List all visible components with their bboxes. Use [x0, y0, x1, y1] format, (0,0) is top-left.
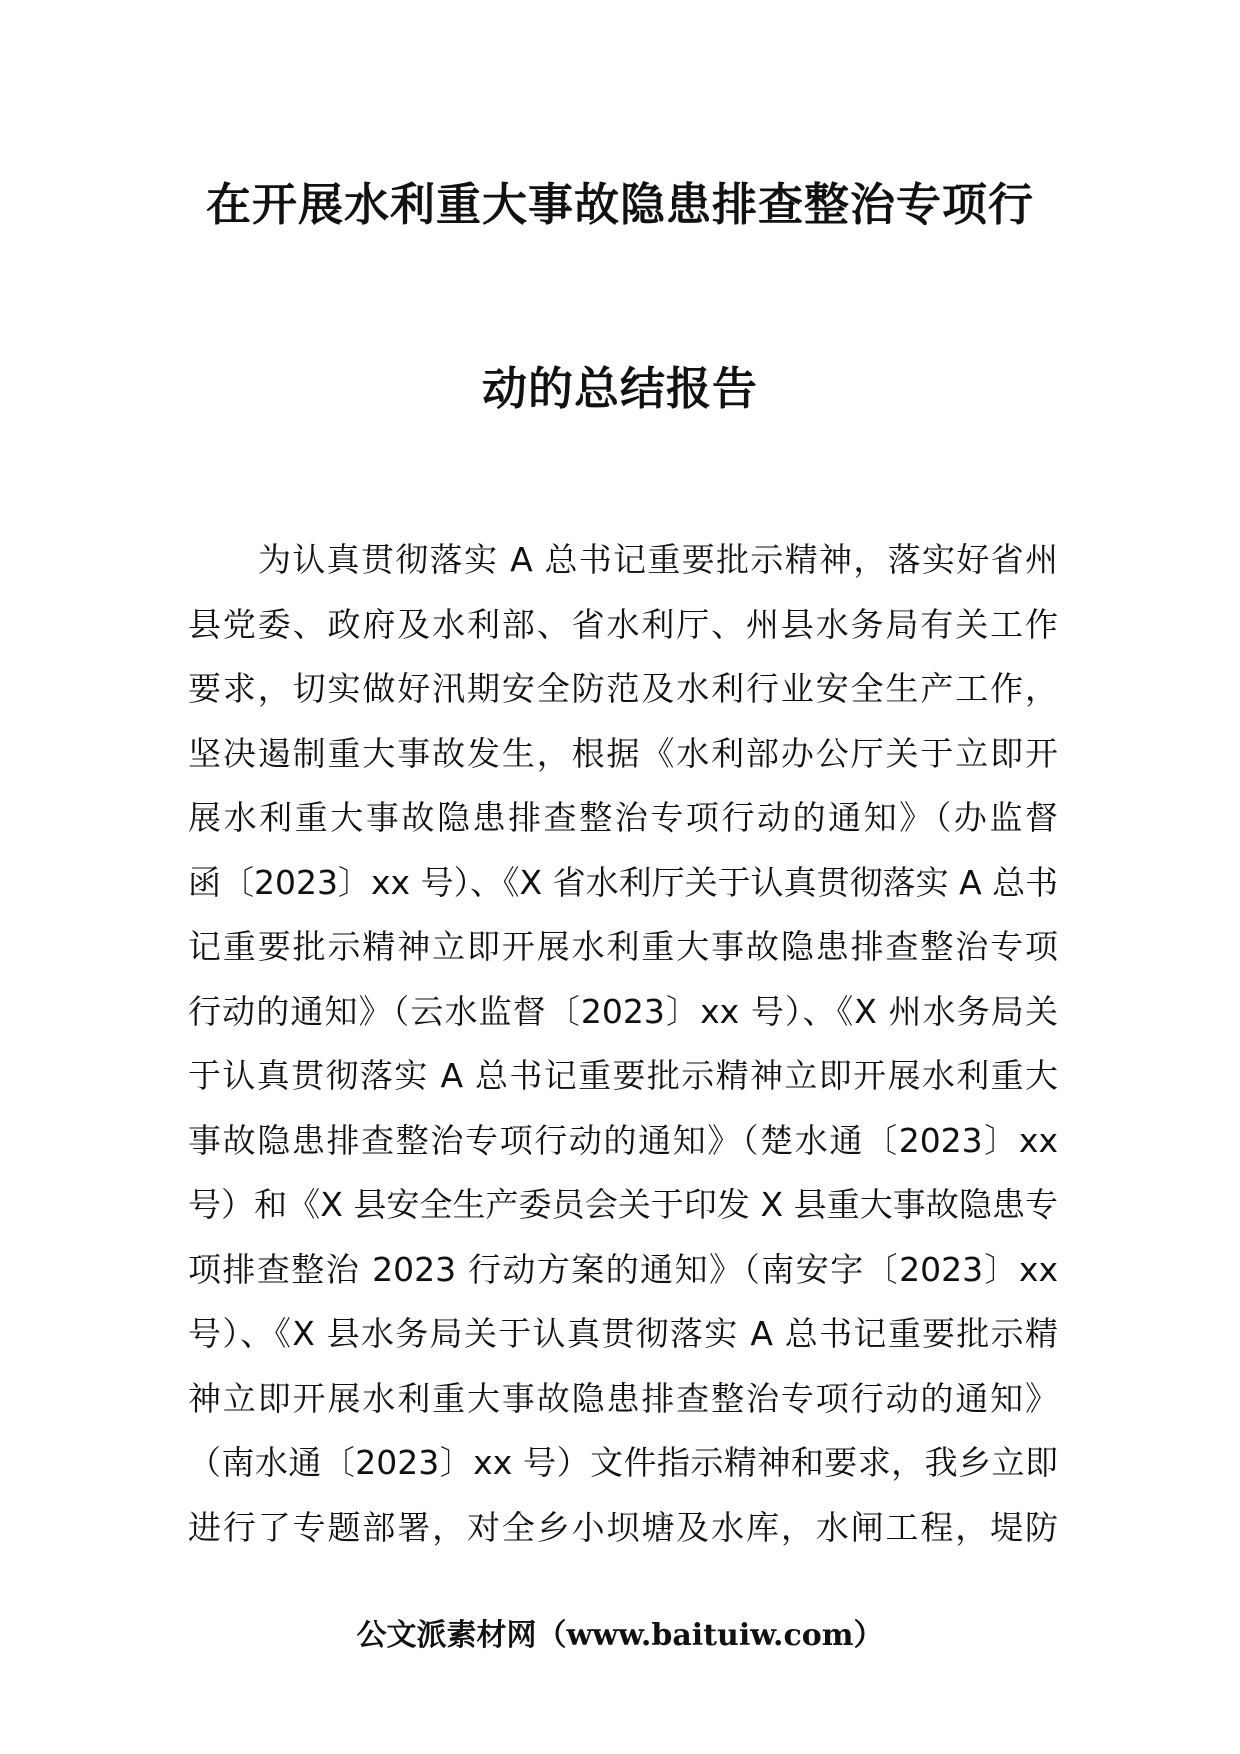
- body-line: 项排查整治 2023 行动方案的通知》（南安字〔2023〕xx: [188, 1249, 1058, 1289]
- footer-watermark: 公文派素材网（www.baituiw.com）: [356, 1618, 884, 1653]
- title-line-1: 在开展水利重大事故隐患排查整治专项行: [205, 178, 1034, 231]
- body-line: 记重要批示精神立即开展水利重大事故隐患排查整治专项: [188, 927, 1058, 966]
- body-line: 县党委、政府及水利部、省水利厅、州县水务局有关工作: [188, 604, 1058, 644]
- title-line-2: 动的总结报告: [481, 362, 758, 415]
- body-line: 号）和《X 县安全生产委员会关于印发 X 县重大事故隐患专: [188, 1185, 1058, 1224]
- body-line: 事故隐患排查整治专项行动的通知》（楚水通〔2023〕xx: [188, 1120, 1058, 1160]
- body-line: 为认真贯彻落实 A 总书记重要批示精神，落实好省州: [258, 540, 1058, 579]
- body-line: （南水通〔2023〕xx 号）文件指示精神和要求，我乡立即: [188, 1443, 1058, 1482]
- body-paragraph: [188, 528, 1058, 1560]
- body-line: 神立即开展水利重大事故隐患排查整治专项行动的通知》: [188, 1378, 1058, 1418]
- body-line: 于认真贯彻落实 A 总书记重要批示精神立即开展水利重大: [188, 1056, 1058, 1095]
- body-line: 号）、《X 县水务局关于认真贯彻落实 A 总书记重要批示精: [188, 1314, 1058, 1353]
- body-line: 坚决遏制重大事故发生，根据《水利部办公厅关于立即开: [188, 733, 1058, 773]
- body-line: 要求，切实做好汛期安全防范及水利行业安全生产工作，: [188, 669, 1058, 708]
- body-line: 行动的通知》（云水监督〔2023〕xx 号）、《X 州水务局关: [188, 991, 1058, 1031]
- body-line: 函〔2023〕xx 号）、《X 省水利厅关于认真贯彻落实 A 总书: [188, 862, 1059, 902]
- body-line: 进行了专题部署，对全乡小坝塘及水库，水闸工程，堤防: [188, 1507, 1058, 1547]
- body-line: 展水利重大事故隐患排查整治专项行动的通知》（办监督: [188, 798, 1058, 837]
